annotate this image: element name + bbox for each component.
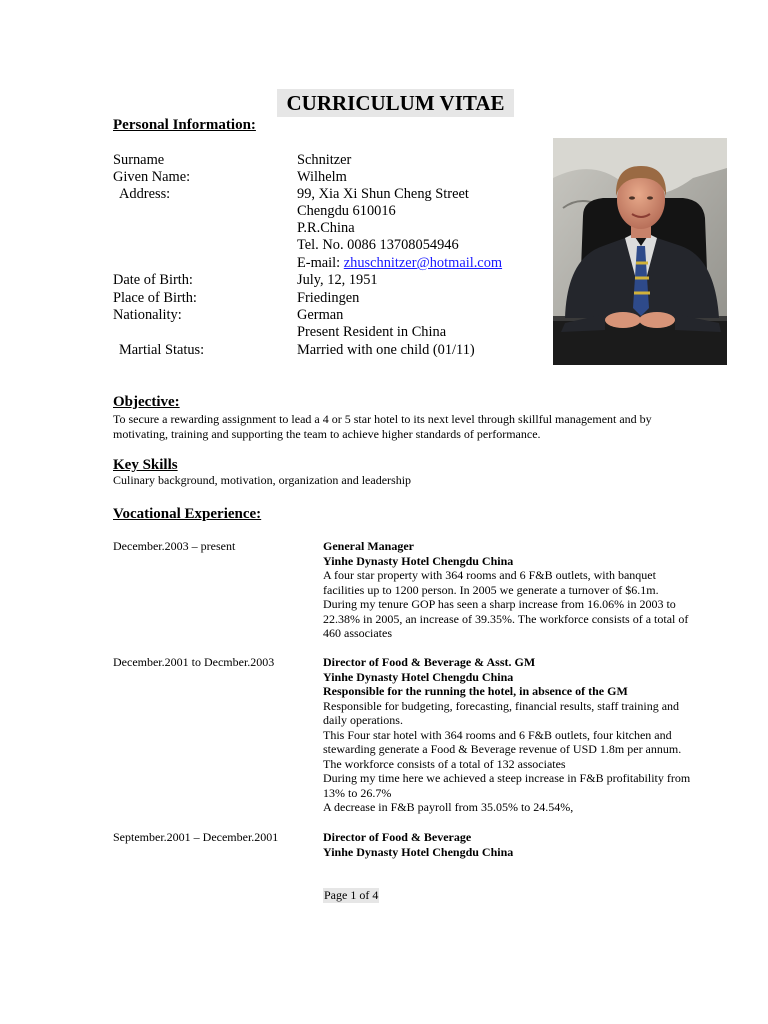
experience-date: December.2001 to Decmber.2003 (113, 655, 275, 669)
date-of-birth-label: Date of Birth: (113, 272, 193, 288)
email-link[interactable]: zhuschnitzer@hotmail.com (343, 255, 503, 271)
nationality-value: German (297, 307, 344, 323)
date-of-birth-value: July, 12, 1951 (297, 272, 378, 288)
address-line-2: Chengdu 610016 (297, 203, 396, 219)
experience-date: September.2001 – December.2001 (113, 830, 279, 844)
experience-description: During my time here we achieved a steep increase in F&B profitability from 13% to 26.7% (323, 771, 691, 800)
experience-description: A decrease in F&B payroll from 35.05% to 24.54%, (323, 800, 574, 814)
experience-date: December.2003 – present (113, 539, 236, 553)
place-of-birth-label: Place of Birth: (113, 290, 197, 306)
surname-value: Schnitzer (297, 152, 352, 168)
experience-description: Responsible for budgeting, forecasting, financial results, staff training and daily operations. (323, 698, 680, 727)
experience-role: General Manager (323, 539, 414, 553)
address-line-1: 99, Xia Xi Shun Cheng Street (297, 186, 469, 202)
residence-value: Present Resident in China (297, 324, 447, 340)
vocational-experience-heading: Vocational Experience: (113, 506, 262, 522)
experience-entry (323, 539, 693, 641)
given-name-label: Given Name: (113, 169, 191, 185)
experience-role: Director of Food & Beverage & Asst. GM (323, 655, 536, 669)
experience-hotel: Yinhe Dynasty Hotel Chengdu China (323, 844, 514, 859)
address-line-3: P.R.China (297, 220, 355, 236)
experience-note: Responsible for the running the hotel, in absence of the GM (323, 684, 628, 698)
place-of-birth-value: Friedingen (297, 290, 360, 306)
page-number: Page 1 of 4 (324, 888, 379, 902)
nationality-label: Nationality: (113, 307, 182, 323)
key-skills-text: Culinary background, motivation, organization and leadership (113, 473, 412, 487)
experience-hotel: Yinhe Dynasty Hotel Chengdu China (323, 669, 514, 684)
address-label: Address: (119, 186, 171, 202)
experience-description: A four star property with 364 rooms and 6 F&B outlets, with banquet facilities up to 1200 person. In 2005 we generate a turnover of $6.1m. During my tenure GOP has seen a sharp increase from 16.06% in 2003 to 22.38% in 2005, an increase of 39.35%. The workforce consists of a total of 460 associates (323, 568, 689, 640)
marital-status-value: Married with one child (01/11) (297, 342, 475, 358)
surname-label: Surname (113, 152, 165, 168)
personal-information-heading: Personal Information: (113, 117, 256, 133)
objective-heading: Objective: (113, 394, 180, 410)
experience-role: Director of Food & Beverage (323, 830, 472, 844)
email-prefix: E-mail: (297, 255, 344, 271)
telephone-value: Tel. No. 0086 13708054946 (297, 237, 459, 253)
given-name-value: Wilhelm (297, 169, 347, 185)
marital-status-label: Martial Status: (119, 342, 205, 358)
portrait-photo (553, 138, 727, 365)
experience-entry (323, 830, 693, 859)
document-title: CURRICULUM VITAE (277, 89, 514, 117)
objective-text: To secure a rewarding assignment to lead a 4 or 5 star hotel to its next level through skillful management and by motivating, training and supporting the team to achieve higher standards of performance. (113, 412, 652, 442)
experience-hotel: Yinhe Dynasty Hotel Chengdu China (323, 553, 514, 568)
email-line (297, 255, 502, 272)
key-skills-heading: Key Skills (113, 457, 178, 473)
experience-entry (323, 655, 693, 815)
experience-description: This Four star hotel with 364 rooms and 6 F&B outlets, four kitchen and stewarding generate a Food & Beverage revenue of USD 1.8m per annum. The workforce consists of a total of 132 associates (323, 727, 682, 771)
